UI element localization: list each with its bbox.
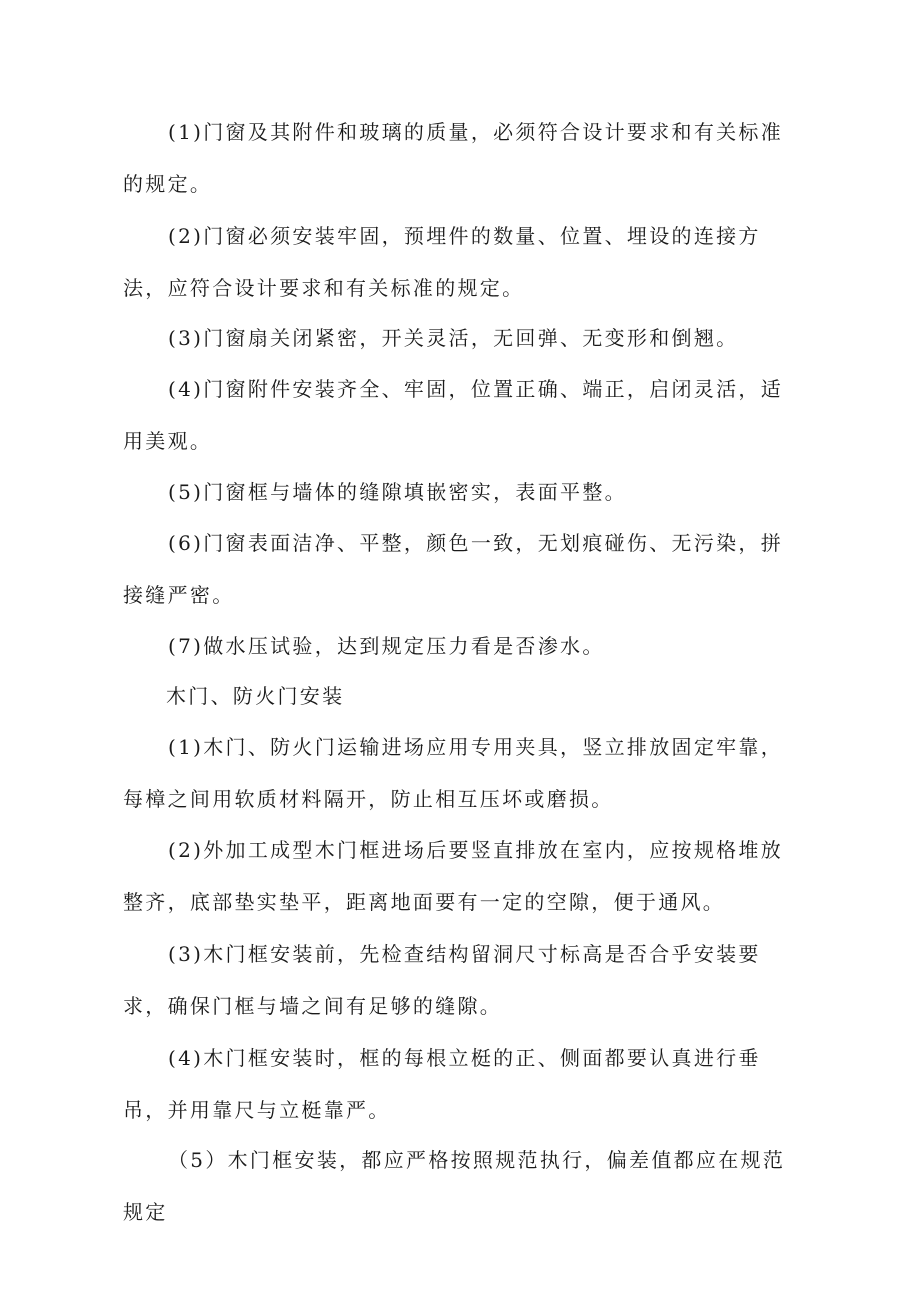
paragraph-gap-filling: (5)门窗框与墙体的缝隙填嵌密实，表面平整。: [168, 480, 627, 504]
paragraph-water-pressure-test: (7)做水压试验，达到规定压力看是否渗水。: [168, 634, 605, 658]
paragraph-transport-storage: (1)木门、防火门运输进场应用专用夹具，竖立排放固定牢靠，每樟之间用软质材料隔开，防止相互压坏或磨损。: [123, 735, 784, 811]
paragraph-frame-tolerance: （5）木门框安装，都应严格按照规范执行，偏差值都应在规范规定: [123, 1148, 786, 1224]
section-heading-wooden-fire-doors: 木门、防火门安装: [166, 684, 345, 708]
paragraph-frame-plumbing: (4)木门框安装时，框的每根立梃的正、侧面都要认真进行垂吊，并用靠尺与立梃靠严。: [123, 1046, 761, 1122]
paragraph-sash-closing: (3)门窗扇关闭紧密，开关灵活，无回弹、无变形和倒翘。: [168, 326, 739, 350]
paragraph-opening-inspection: (3)木门框安装前，先检查结构留洞尺寸标高是否合乎安装要求，确保门框与墙之间有足够的缝隙。: [123, 942, 761, 1018]
paragraph-door-window-quality: (1)门窗及其附件和玻璃的质量，必须符合设计要求和有关标准的规定。: [123, 120, 784, 196]
paragraph-installation-firmness: (2)门窗必须安装牢固，预埋件的数量、位置、埋设的连接方法，应符合设计要求和有关标准的规定。: [123, 224, 761, 300]
paragraph-surface-cleanliness: (6)门窗表面洁净、平整，颜色一致，无划痕碰伤、无污染，拼接缝严密。: [123, 531, 784, 607]
paragraph-hardware-installation: (4)门窗附件安装齐全、牢固，位置正确、端正，启闭灵活，适用美观。: [123, 377, 784, 453]
paragraph-frame-stacking: (2)外加工成型木门框进场后要竖直排放在室内，应按规格堆放整齐，底部垫实垫平，距离地面要有一定的空隙，便于通风。: [123, 838, 784, 914]
